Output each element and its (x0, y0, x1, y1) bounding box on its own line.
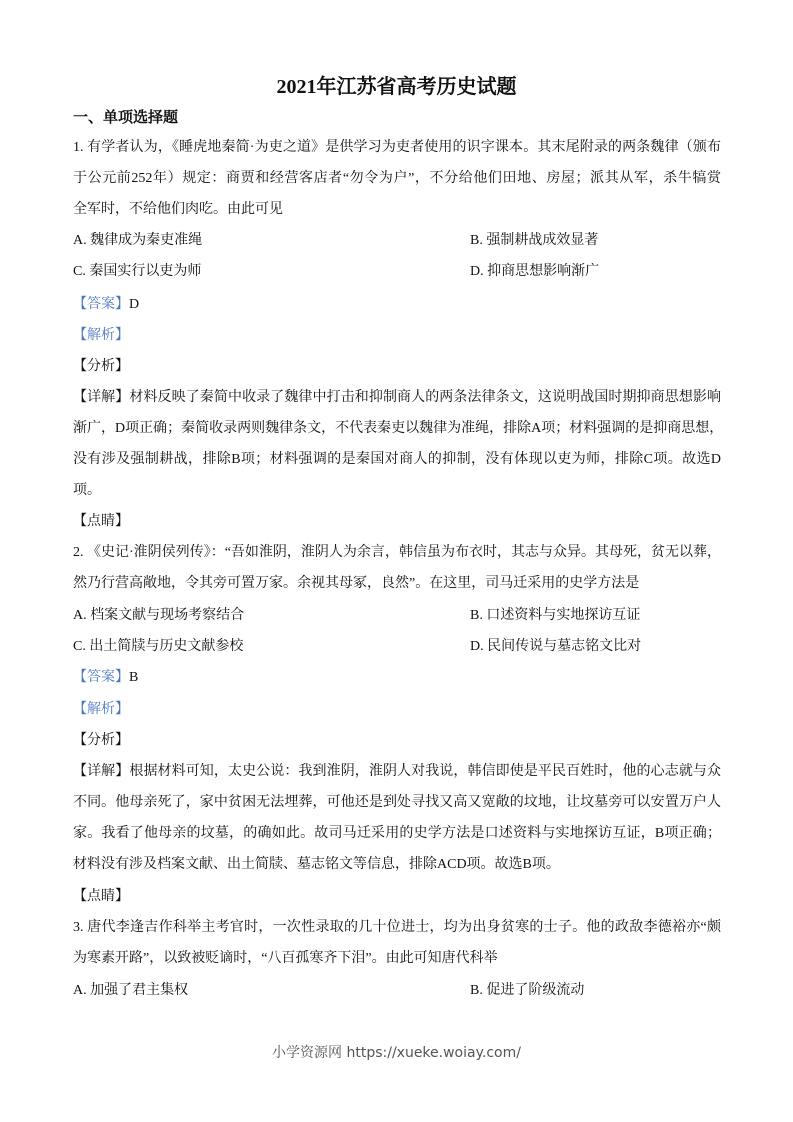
q1-detail-line: 渐广，D项正确；秦简收录两则魏律条文，不代表秦吏以魏律为准绳，排除A项；材料强调的是抑商思想， (73, 421, 724, 436)
q2-detail-line: 材料没有涉及档案文献、出土简牍、墓志铭文等信息，排除ACD项。故选B项。 (73, 857, 560, 872)
q2-answer (73, 668, 721, 688)
q3-options-row (73, 981, 721, 1001)
q2-options-row (73, 637, 721, 657)
q3-option-a: A. 加强了君主集权 (73, 983, 189, 998)
q1-options-row (73, 231, 721, 251)
q2-jiexi-label: 【解析】 (73, 702, 129, 717)
q2-stem-line: 2. 《史记·淮阴侯列传》：“吾如淮阴，淮阴人为余言，韩信虽为布衣时，其志与众异。其母死，贫无以葬， (73, 545, 721, 560)
q2-option-d: D. 民间传说与墓志铭文比对 (470, 639, 642, 654)
answer-value: B (129, 670, 139, 685)
q1-option-c: C. 秦国实行以吏为师 (73, 264, 202, 279)
q2-options-row (73, 606, 721, 626)
answer-label: 【答案】 (73, 670, 129, 685)
q1-detail-line: 没有涉及强制耕战，排除B项；材料强调的是秦国对商人的抑制，没有体现以吏为师，排除C项。故选D (73, 452, 721, 467)
q2-option-b: B. 口述资料与实地探访互证 (470, 608, 641, 623)
q1-fenxi-label: 【分析】 (73, 359, 129, 374)
q1-stem-line: 于公元前252年）规定：商贾和经营客店者“勿令为户”，不分给他们田地、房屋；派其从军，杀牛犒赏 (73, 171, 721, 186)
q1-option-a: A. 魏律成为秦吏准绳 (73, 233, 203, 248)
q2-option-c: C. 出土简牍与历史文献参校 (73, 639, 244, 654)
q3-stem-line: 为寒素开路”，以致被贬谪时，“八百孤寒齐下泪”。由此可知唐代科举 (73, 951, 498, 966)
q1-detail-line: 项。 (73, 483, 101, 498)
q2-detail-line: 不同。他母亲死了，家中贫困无法埋葬，可他还是到处寻找又高又宽敞的坟地，让坟墓旁可以安置万户人 (73, 795, 721, 810)
q2-stem-line: 然乃行营高敞地，令其旁可置万家。余视其母冢，良然”。在这里，司马迁采用的史学方法是 (73, 576, 640, 591)
q1-options-row (73, 262, 721, 282)
footer-watermark: 小学资源网 https://xueke.woiay.com/ (272, 1045, 521, 1061)
q1-detail-line: 【详解】材料反映了秦简中收录了魏律中打击和抑制商人的两条法律条文，这说明战国时期抑商思想影响 (73, 390, 721, 405)
document-title: 2021年江苏省高考历史试题 (276, 76, 517, 98)
q1-stem-line: 1. 有学者认为，《睡虎地秦简·为吏之道》是供学习为吏者使用的识字课本。其末尾附录的两条魏律（颁布 (73, 140, 721, 155)
answer-value: D (129, 297, 140, 312)
q1-dianjing-label: 【点睛】 (73, 514, 129, 529)
q2-detail-line: 家。我看了他母亲的坟墓，的确如此。故司马迁采用的史学方法是口述资料与实地探访互证，B项正确； (73, 826, 721, 841)
q2-dianjing-label: 【点睛】 (73, 889, 129, 904)
q3-stem-line: 3. 唐代李逢吉作科举主考官时，一次性录取的几十位进士，均为出身贫寒的士子。他的政敌李德裕亦“颇 (73, 920, 721, 935)
q1-answer (73, 295, 721, 315)
section-heading: 一、单项选择题 (73, 110, 179, 126)
q1-stem-line: 全军时，不给他们肉吃。由此可见 (73, 202, 283, 217)
q3-option-b: B. 促进了阶级流动 (470, 983, 585, 998)
q1-jiexi-label: 【解析】 (73, 328, 129, 343)
q2-fenxi-label: 【分析】 (73, 733, 129, 748)
answer-label: 【答案】 (73, 297, 129, 312)
q1-option-d: D. 抑商思想影响渐广 (470, 264, 600, 279)
q1-option-b: B. 强制耕战成效显著 (470, 233, 599, 248)
q2-detail-line: 【详解】根据材料可知，太史公说：我到淮阴，淮阴人对我说，韩信即使是平民百姓时，他的心志就与众 (73, 764, 721, 779)
q2-option-a: A. 档案文献与现场考察结合 (73, 608, 245, 623)
